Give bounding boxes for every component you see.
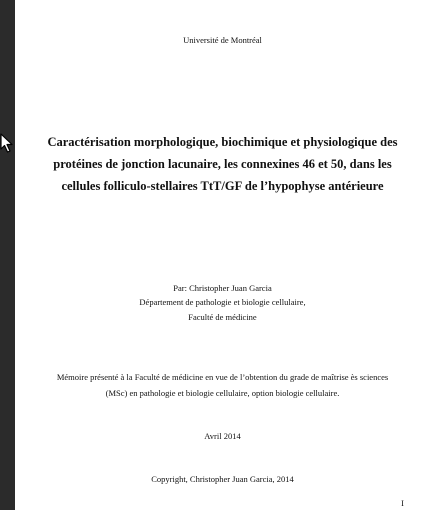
thesis-title-line-3: cellules folliculo-stellaires TtT/GF de l’hypophyse antérieure [61, 179, 384, 193]
document-page [15, 0, 430, 510]
author-department: Département de pathologie et biologie cellulaire, [139, 297, 306, 307]
thesis-title-line-1: Caractérisation morphologique, biochimique et physiologique des [47, 135, 398, 149]
mouse-pointer-icon [0, 133, 14, 153]
author-byline: Par: Christopher Juan Garcia [173, 283, 272, 293]
submission-date: Avril 2014 [204, 431, 241, 441]
memoire-line-1: Mémoire présenté à la Faculté de médicine en vue de l’obtention du grade de maîtrise ès sciences [56, 372, 389, 382]
viewer-left-edge [0, 0, 15, 510]
thesis-title-line-2: protéines de jonction lacunaire, les connexines 46 et 50, dans les [53, 157, 392, 171]
memoire-line-2: (MSc) en pathologie et biologie cellulaire, option biologie cellulaire. [105, 388, 340, 398]
copyright-notice: Copyright, Christopher Juan Garcia, 2014 [151, 474, 294, 484]
author-faculty: Faculté de médicine [188, 312, 257, 322]
page-number: I [401, 498, 404, 508]
university-name: Université de Montréal [183, 35, 262, 45]
